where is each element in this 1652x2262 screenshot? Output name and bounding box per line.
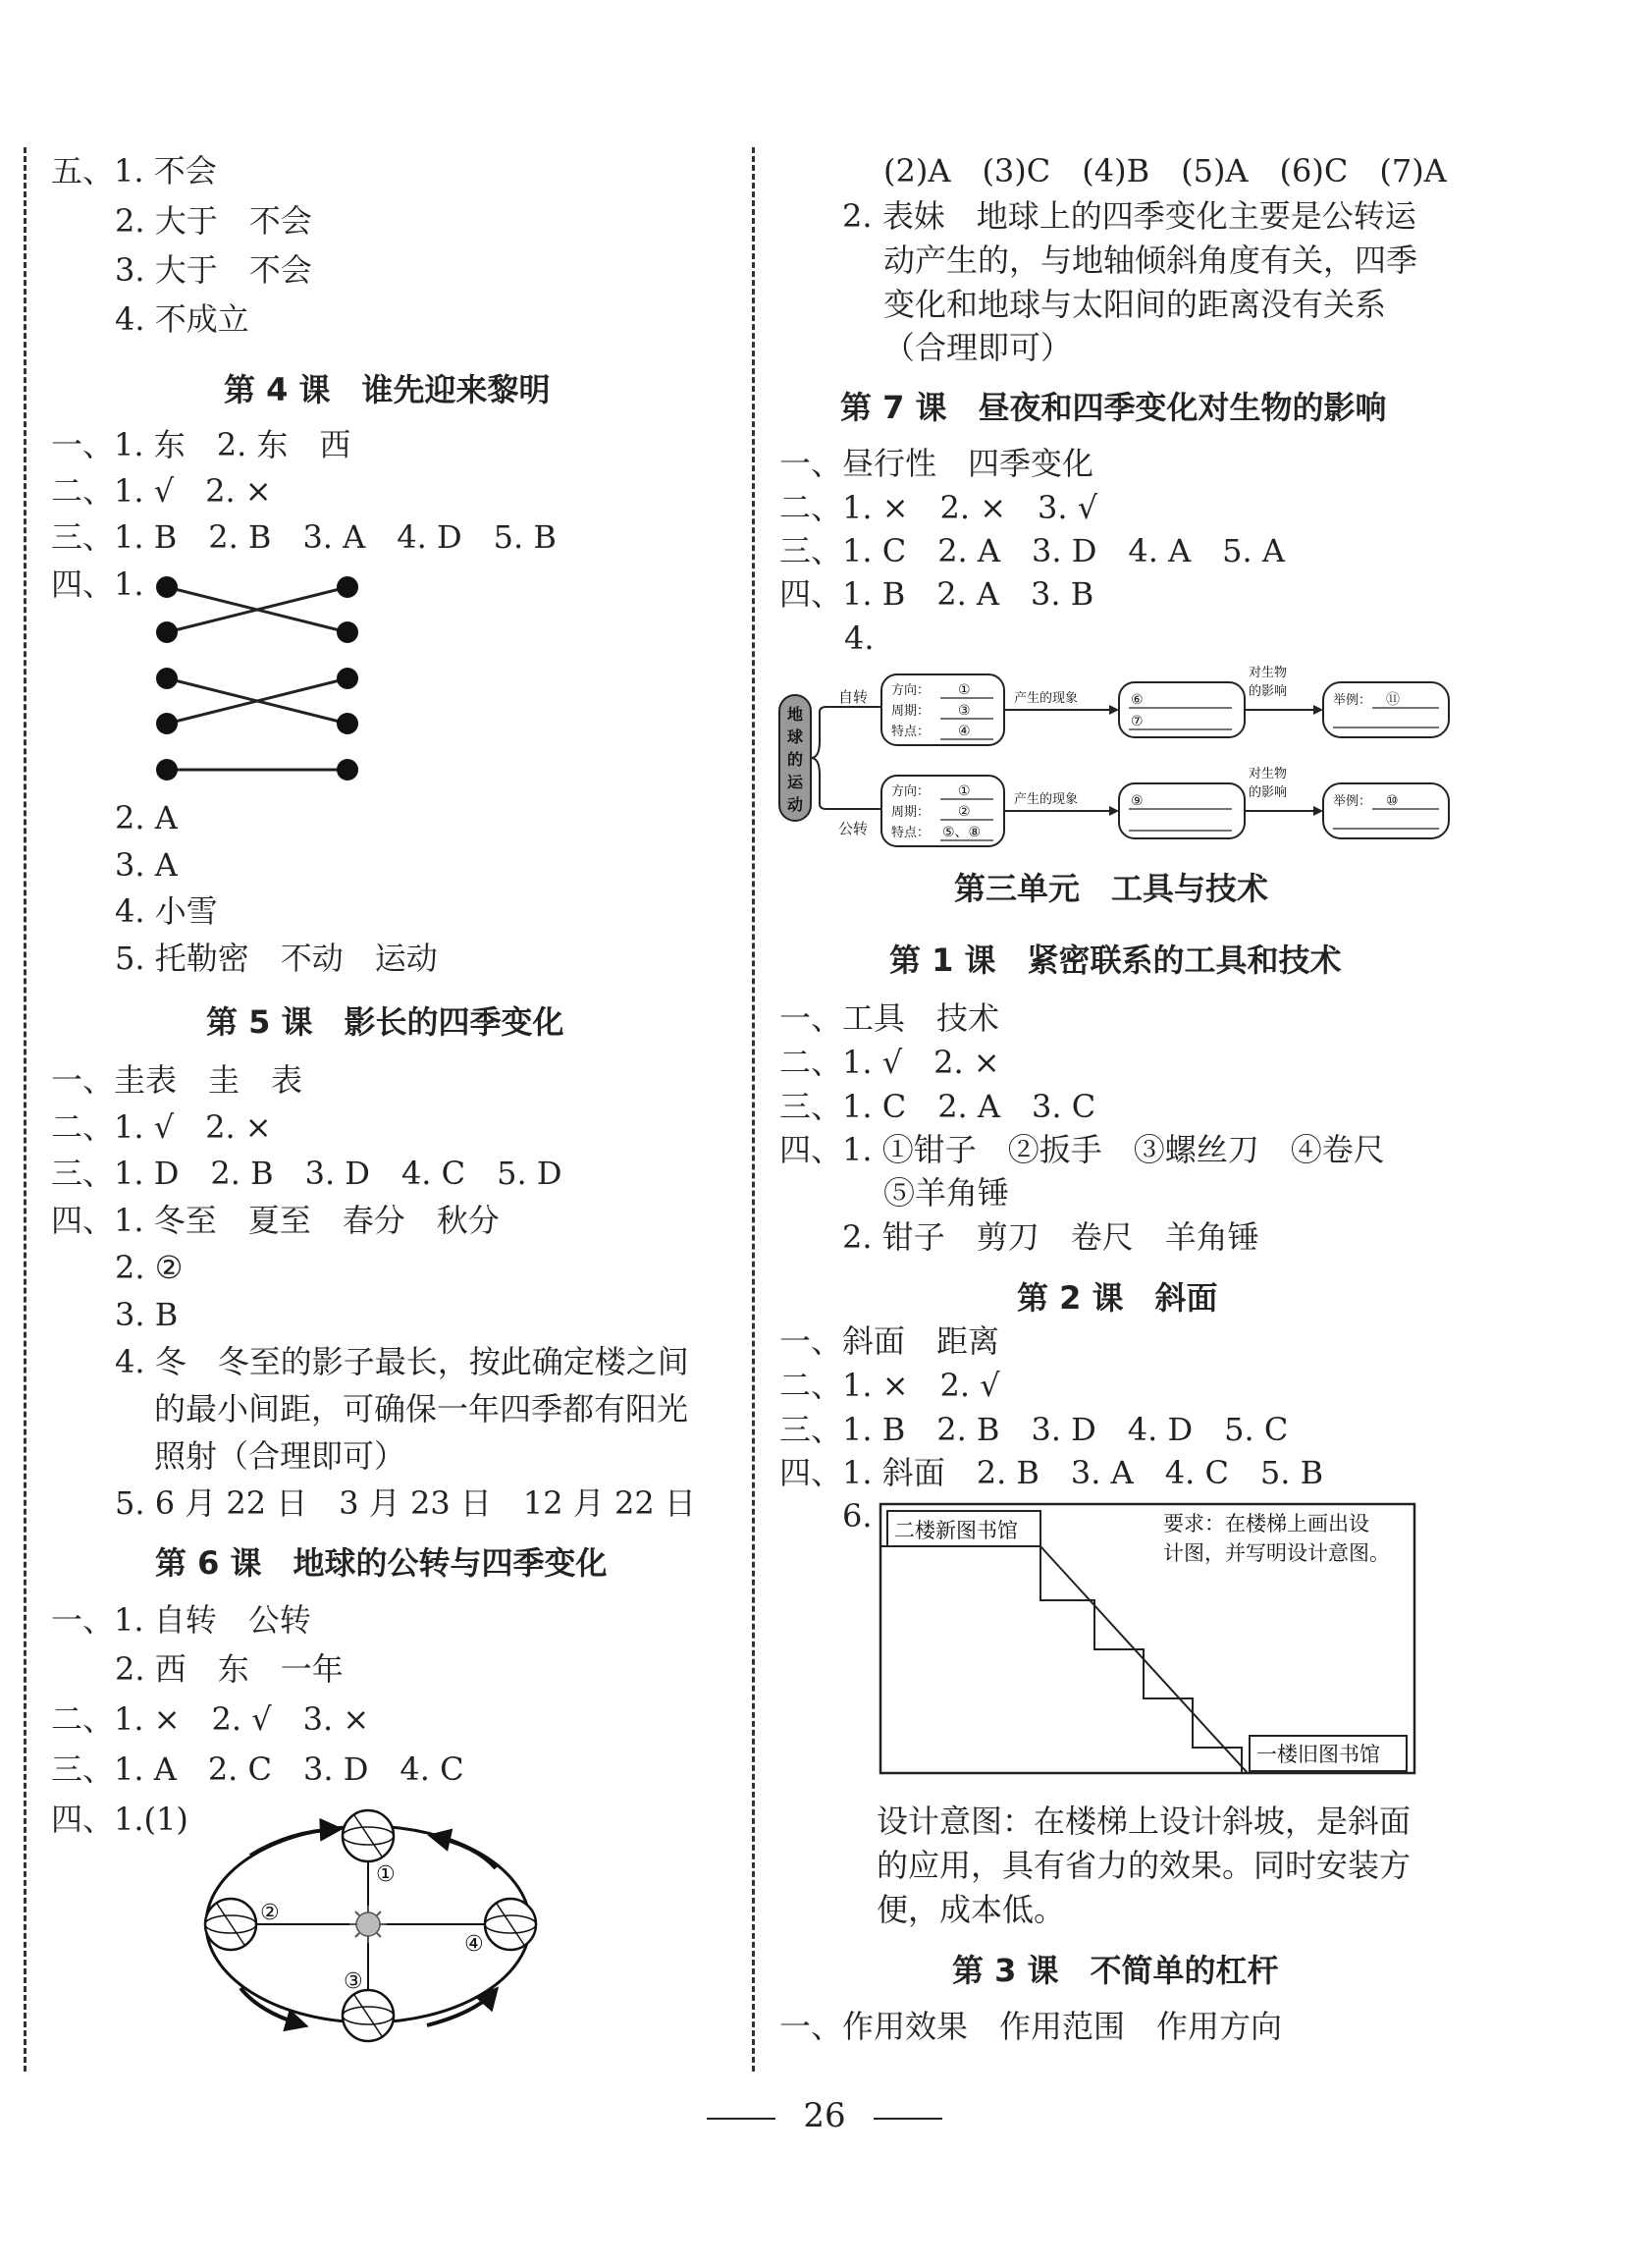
answer-line: 动产生的，与地轴倾斜角度有关，四季 bbox=[883, 242, 1418, 279]
concept-root-char: 球 bbox=[786, 727, 804, 746]
answer-line: 三、1. B 2. B 3. A 4. D 5. B bbox=[51, 518, 557, 556]
answer-line: 一、昼行性 四季变化 bbox=[779, 445, 1094, 482]
orbit-label-4: ④ bbox=[464, 1932, 484, 1957]
answer-line: 二、1. × 2. × 3. √ bbox=[779, 489, 1098, 526]
answer-line: 一、作用效果 作用范围 作用方向 bbox=[779, 2008, 1283, 2045]
answer-line: （合理即可） bbox=[883, 329, 1073, 366]
answer-line: 5. 6 月 22 日 3 月 23 日 12 月 22 日 bbox=[115, 1484, 696, 1522]
answer-line: 四、1. ①钳子 ②扳手 ③螺丝刀 ④卷尺 bbox=[779, 1131, 1385, 1168]
orbit-label-1: ① bbox=[376, 1862, 396, 1887]
answer-line: 一、1. 自转 公转 bbox=[51, 1601, 311, 1639]
lesson-6-title: 第 6 课 地球的公转与四季变化 bbox=[155, 1544, 608, 1582]
answer-line: 二、1. √ 2. × bbox=[51, 1108, 272, 1146]
answer-line: 二、1. × 2. √ 3. × bbox=[51, 1700, 370, 1738]
answer-line: 的应用，具有省力的效果。同时安装方 bbox=[877, 1847, 1412, 1884]
answer-line: 一、圭表 圭 表 bbox=[51, 1061, 303, 1099]
concept-root-char: 地 bbox=[786, 705, 804, 724]
answer-line: 三、1. C 2. A 3. C bbox=[779, 1088, 1096, 1125]
left-margin-dash bbox=[24, 147, 27, 2072]
lesson-5-title: 第 5 课 影长的四季变化 bbox=[206, 1003, 564, 1041]
field-label: 特点： bbox=[891, 826, 931, 840]
concept-root-char: 的 bbox=[786, 750, 804, 769]
orbit-label-2: ② bbox=[260, 1901, 280, 1925]
concept-root-char: 动 bbox=[786, 795, 804, 814]
field-label: 周期： bbox=[891, 805, 931, 820]
page-number: 26 bbox=[803, 2096, 846, 2135]
answer-line: 2. 大于 不会 bbox=[115, 202, 312, 240]
answer-line: 5. 托勒密 不动 运动 bbox=[115, 940, 438, 977]
answer-line: 3. B bbox=[115, 1296, 179, 1333]
blank-number: ③ bbox=[958, 703, 971, 719]
answer-line: 二、1. × 2. √ bbox=[779, 1367, 1000, 1404]
answer-line: 3. 大于 不会 bbox=[115, 251, 312, 289]
blank-number: ⑪ bbox=[1386, 692, 1400, 708]
answer-line: 一、工具 技术 bbox=[779, 999, 1000, 1037]
answer-line: 2. A bbox=[115, 799, 178, 836]
blank-number: ① bbox=[958, 783, 971, 799]
blank-number: ④ bbox=[958, 724, 971, 739]
answer-line: 四、1. 冬至 夏至 春分 秋分 bbox=[51, 1202, 500, 1239]
phenomenon-label: 产生的现象 bbox=[1014, 792, 1079, 807]
branch-rotation-label: 自转 bbox=[838, 688, 869, 706]
branch-revolution-label: 公转 bbox=[838, 820, 869, 837]
field-label: 特点： bbox=[891, 725, 931, 739]
lesson-3-title: 第 3 课 不简单的杠杆 bbox=[952, 1952, 1279, 1989]
answer-line: 4. 冬 冬至的影子最长，按此确定楼之间 bbox=[115, 1343, 689, 1380]
upper-library-label: 二楼新图书馆 bbox=[894, 1519, 1018, 1542]
effect-label: 的影响 bbox=[1249, 785, 1288, 800]
answer-line: 2. ② bbox=[115, 1249, 184, 1286]
lower-library-label: 一楼旧图书馆 bbox=[1256, 1743, 1380, 1766]
blank-number: ⑩ bbox=[1386, 793, 1399, 809]
field-label: 周期： bbox=[891, 704, 931, 719]
answer-line: 一、1. 东 2. 东 西 bbox=[51, 426, 351, 463]
answer-line: 2. 表妹 地球上的四季变化主要是公转运 bbox=[842, 197, 1416, 235]
answer-line: 4. 小雪 bbox=[115, 892, 218, 930]
answer-line: 便，成本低。 bbox=[877, 1891, 1066, 1928]
effect-label: 对生物 bbox=[1249, 767, 1288, 781]
answer-line: ⑤羊角锤 bbox=[883, 1174, 1010, 1212]
answer-line: 2. 西 东 一年 bbox=[115, 1650, 344, 1688]
answer-line: 三、1. D 2. B 3. D 4. C 5. D bbox=[51, 1155, 562, 1192]
lesson-7-title: 第 7 课 昼夜和四季变化对生物的影响 bbox=[840, 389, 1387, 426]
unit-3-title: 第三单元 工具与技术 bbox=[954, 870, 1269, 907]
answer-line: 二、1. √ 2. × bbox=[51, 472, 272, 510]
blank-number: ① bbox=[958, 682, 971, 698]
answer-line: 的最小间距，可确保一年四季都有阳光 bbox=[154, 1390, 689, 1427]
answer-line: 2. 钳子 剪刀 卷尺 羊角锤 bbox=[842, 1218, 1259, 1256]
answer-line: 变化和地球与太阳间的距离没有关系 bbox=[883, 286, 1387, 323]
answer-line: 四、1.(1) bbox=[51, 1801, 188, 1838]
center-column-dash bbox=[752, 147, 755, 2072]
requirement-text: 计图，并写明设计意图。 bbox=[1163, 1541, 1390, 1565]
field-label: 方向： bbox=[891, 683, 931, 698]
example-label: 举例： bbox=[1333, 693, 1372, 708]
answer-line: 3. A bbox=[115, 846, 178, 884]
concept-root-char: 运 bbox=[786, 773, 804, 791]
earth-motion-concept-map bbox=[775, 653, 1463, 849]
phenomenon-label: 产生的现象 bbox=[1014, 691, 1079, 706]
example-label: 举例： bbox=[1333, 794, 1372, 809]
answer-line: 4. bbox=[844, 619, 875, 657]
stair-slope-diagram bbox=[879, 1502, 1428, 1782]
answer-line: 五、1. 不会 bbox=[51, 152, 217, 189]
earth-orbit-diagram bbox=[191, 1802, 564, 2052]
effect-label: 的影响 bbox=[1249, 684, 1288, 699]
answer-line: 四、1. bbox=[51, 566, 144, 603]
page-number-footer bbox=[707, 2096, 942, 2139]
answer-line: 三、1. B 2. B 3. D 4. D 5. C bbox=[779, 1411, 1289, 1448]
answer-line: 6. bbox=[842, 1497, 873, 1535]
requirement-text: 要求：在楼梯上画出设 bbox=[1163, 1512, 1369, 1535]
blank-number: ② bbox=[958, 804, 971, 820]
answer-line: 设计意图：在楼梯上设计斜坡，是斜面 bbox=[877, 1803, 1412, 1840]
blank-number: ⑤、⑧ bbox=[942, 825, 982, 840]
lesson-4-title: 第 4 课 谁先迎来黎明 bbox=[224, 371, 551, 408]
answer-line: 四、1. 斜面 2. B 3. A 4. C 5. B bbox=[779, 1454, 1324, 1491]
answer-line: 二、1. √ 2. × bbox=[779, 1044, 1000, 1081]
matching-lines-diagram bbox=[147, 569, 373, 785]
answer-line: 一、斜面 距离 bbox=[779, 1322, 1000, 1360]
lesson-2-title: 第 2 课 斜面 bbox=[1017, 1279, 1218, 1317]
effect-label: 对生物 bbox=[1249, 666, 1288, 680]
answer-line: (2)A (3)C (4)B (5)A (6)C (7)A bbox=[883, 152, 1447, 189]
blank-number: ⑦ bbox=[1131, 714, 1144, 729]
field-label: 方向： bbox=[891, 784, 931, 799]
answer-line: 四、1. B 2. A 3. B bbox=[779, 575, 1094, 613]
answer-line: 三、1. A 2. C 3. D 4. C bbox=[51, 1750, 464, 1788]
answer-line: 照射（合理即可） bbox=[154, 1437, 406, 1475]
orbit-label-3: ③ bbox=[344, 1969, 363, 1994]
lesson-1-title: 第 1 课 紧密联系的工具和技术 bbox=[889, 942, 1342, 979]
blank-number: ⑨ bbox=[1131, 793, 1144, 809]
blank-number: ⑥ bbox=[1131, 692, 1144, 708]
answer-line: 三、1. C 2. A 3. D 4. A 5. A bbox=[779, 532, 1285, 569]
answer-line: 4. 不成立 bbox=[115, 300, 249, 338]
